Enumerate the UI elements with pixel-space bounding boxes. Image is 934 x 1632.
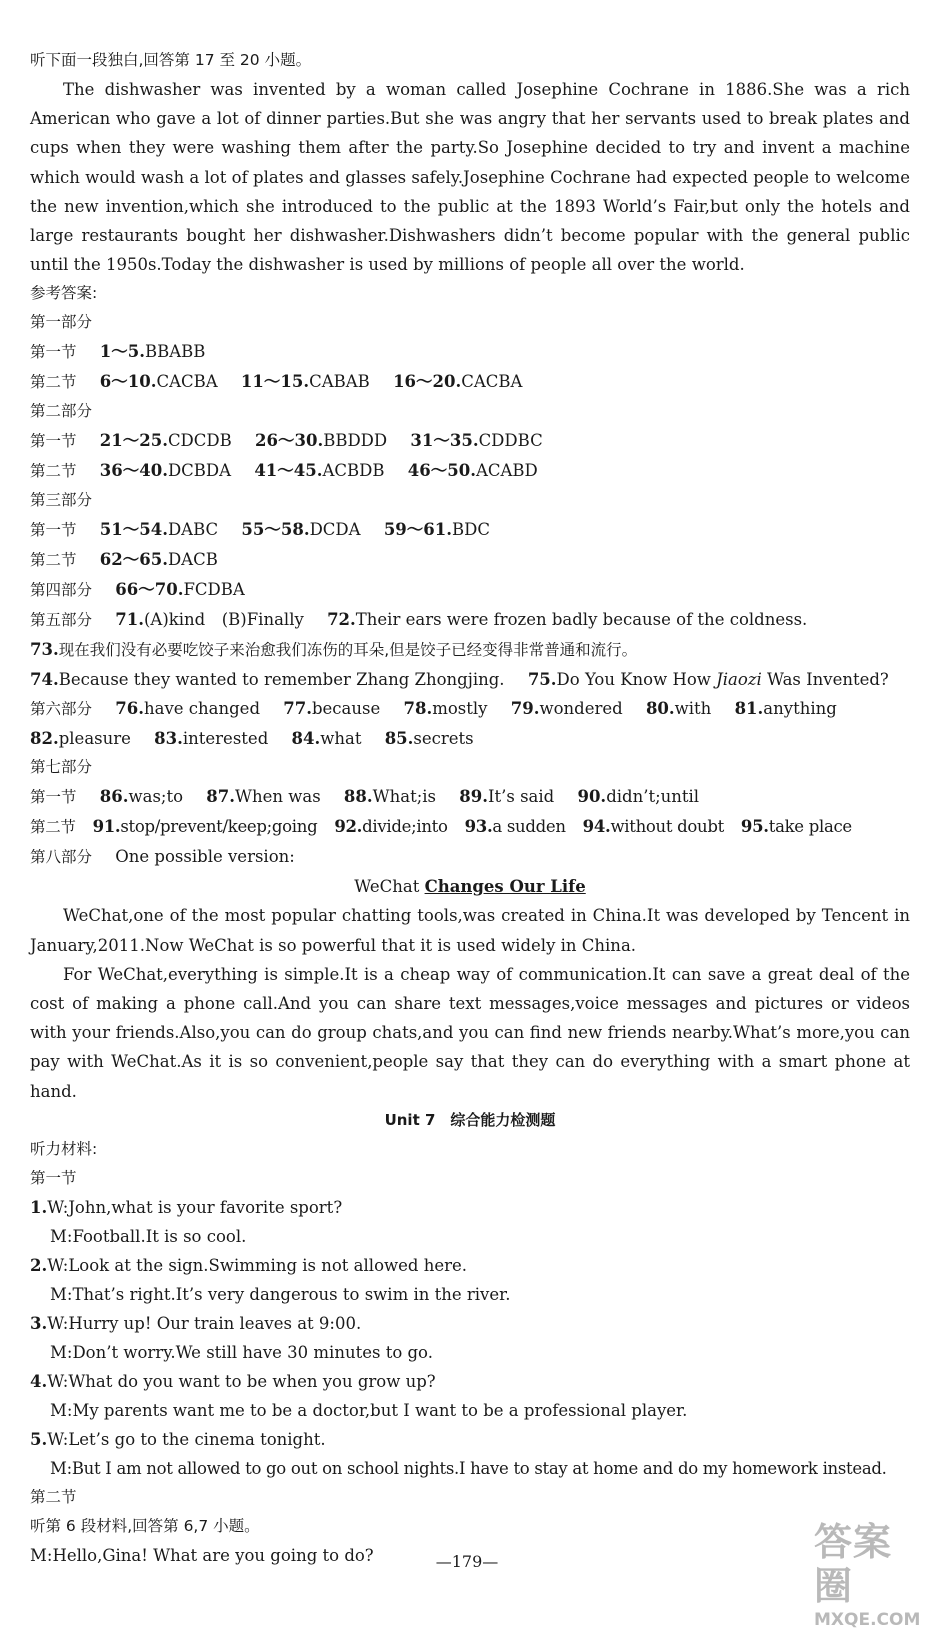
answer-value: CDCDB bbox=[167, 431, 232, 451]
dialogue-number: 3. bbox=[30, 1313, 48, 1333]
section-label: 第一节 bbox=[30, 343, 77, 362]
answer-number: 93. bbox=[464, 817, 493, 837]
dialogue-m-line: M:Don’t worry.We still have 30 minutes to go. bbox=[50, 1342, 433, 1362]
answer-number: 1～5. bbox=[99, 342, 145, 362]
part1-sec2-row bbox=[30, 367, 910, 397]
dialogue-number: 1. bbox=[30, 1197, 48, 1217]
answer-value: DCDA bbox=[309, 520, 361, 540]
part3-sec2-row bbox=[30, 545, 910, 575]
part6-row2 bbox=[30, 724, 910, 753]
answer-number: 88. bbox=[343, 787, 373, 807]
dialogue-text: W:Let’s go to the cinema tonight. bbox=[47, 1429, 326, 1449]
answer-value: mostly bbox=[432, 699, 488, 719]
answer-value: interested bbox=[182, 729, 269, 749]
answer-value: stop/prevent/keep;going bbox=[120, 817, 318, 837]
answer-number: 92. bbox=[334, 817, 363, 837]
part8-note: One possible version: bbox=[115, 847, 295, 867]
page-number: —179— bbox=[435, 1552, 499, 1571]
answer-number: 66～70. bbox=[115, 580, 184, 600]
answer-number: 72. bbox=[327, 610, 356, 630]
essay-paragraph: For WeChat,everything is simple.It is a cheap way of communication.It can save a great deal of the cost of making a phone call.And you can share text messages,voice messages and pictures or videos with your friends.Also,you can do group chats,and you can find new friends nearby.What’s more,you can pay with WeChat.As it is so convenient,people say that they can do everything with a smart phone at hand. bbox=[30, 964, 910, 1101]
dialogue-text: W:Hurry up! Our train leaves at 9:00. bbox=[47, 1313, 362, 1333]
answer-number: 73. bbox=[30, 640, 59, 660]
dialogue-w-line bbox=[30, 1251, 910, 1280]
answer-number: 46～50. bbox=[407, 461, 476, 481]
part3-sec1-row bbox=[30, 515, 910, 545]
answer-number: 83. bbox=[154, 729, 183, 749]
answer-number: 41～45. bbox=[254, 461, 323, 481]
answer-value: didn’t;until bbox=[606, 787, 700, 807]
page-content bbox=[30, 46, 910, 1570]
answer-value: CACBA bbox=[156, 372, 218, 392]
part6-row1 bbox=[30, 694, 910, 724]
answer-value: have changed bbox=[143, 699, 260, 719]
answer-number: 85. bbox=[384, 729, 414, 749]
answer-number: 91. bbox=[92, 817, 121, 837]
watermark-logo bbox=[814, 1520, 924, 1630]
answer-number: 82. bbox=[30, 729, 59, 749]
answer-value: Their ears were frozen badly because of the coldness. bbox=[355, 610, 808, 630]
answer-value: without doubt bbox=[610, 817, 724, 837]
answer-number: 21～25. bbox=[99, 431, 168, 451]
answer-value: ACABD bbox=[475, 461, 538, 481]
listening-intro: 听下面一段独白,回答第 17 至 20 小题。 bbox=[30, 51, 312, 69]
dialogue-m-line: M:But I am not allowed to go out on school nights.I have to stay at home and do my homework instead. bbox=[50, 1458, 887, 1478]
answer-value: was;to bbox=[128, 787, 184, 807]
part1-label: 第一部分 bbox=[30, 313, 93, 332]
answer-value: (A)kind (B)Finally bbox=[143, 610, 304, 630]
part8-row bbox=[30, 842, 910, 872]
answer-value: What;is bbox=[372, 787, 436, 807]
answer-value: When was bbox=[235, 787, 321, 807]
part3-label: 第三部分 bbox=[30, 491, 93, 510]
part2-label: 第二部分 bbox=[30, 402, 93, 421]
dialogue-m-line: M:My parents want me to be a doctor,but I want to be a professional player. bbox=[50, 1400, 688, 1420]
answer-value: wondered bbox=[539, 699, 623, 719]
part2-sec2-row bbox=[30, 456, 910, 486]
answer-value: Because they wanted to remember Zhang Zhongjing. bbox=[58, 670, 505, 690]
part4-label: 第四部分 bbox=[30, 581, 93, 600]
answer-value: what bbox=[320, 729, 362, 749]
listening-material-label: 听力材料: bbox=[30, 1139, 98, 1158]
answer-value: 现在我们没有必要吃饺子来治愈我们冻伤的耳朵,但是饺子已经变得非常普通和流行。 bbox=[58, 641, 638, 660]
answer-number: 6～10. bbox=[99, 372, 157, 392]
monologue-paragraph: The dishwasher was invented by a woman called Josephine Cochrane in 1886.She was a rich American who gave a lot of dinner parties.But she was angry that her servants used to break plates and cups when they were washing them after the party.So Josephine decided to try and invent a machine which would wash a lot of plates and glasses safely.Josephine Cochrane had expected people to welcome the new invention,which she introduced to the public at the 1893 World’s Fair,but only the hotels and large restaurants bought her dishwasher.Dishwashers didn’t become popular with the general public until the 1950s.Today the dishwasher is used by millions of people all over the world. bbox=[30, 80, 910, 275]
dialogue-number: 2. bbox=[30, 1255, 48, 1275]
answer-number: 80. bbox=[645, 699, 675, 719]
answer-value: BDC bbox=[451, 520, 490, 540]
dialogue-number: 5. bbox=[30, 1429, 48, 1449]
unit7-sec2-line: M:Hello,Gina! What are you going to do? bbox=[30, 1545, 374, 1565]
answer-number: 59～61. bbox=[383, 520, 452, 540]
answer-number: 11～15. bbox=[240, 372, 310, 392]
answer-number: 36～40. bbox=[99, 461, 168, 481]
answer-value: BBABB bbox=[144, 342, 206, 362]
answer-number: 81. bbox=[734, 699, 764, 719]
unit-title: Unit 7 综合能力检测题 bbox=[384, 1110, 556, 1129]
answer-number: 94. bbox=[582, 817, 611, 837]
answer-number: 71. bbox=[115, 610, 144, 630]
answer-value: Do You Know How bbox=[556, 670, 717, 690]
answer-value: It’s said bbox=[487, 787, 555, 807]
unit7-sec1-label: 第一节 bbox=[30, 1168, 77, 1187]
answer-number: 55～58. bbox=[241, 520, 310, 540]
answer-number: 26～30. bbox=[255, 431, 324, 451]
dialogue-text: W:John,what is your favorite sport? bbox=[47, 1197, 343, 1217]
part1-sec1-row bbox=[30, 337, 910, 367]
dialogue-w-line bbox=[30, 1193, 910, 1222]
watermark-bottom-text: MXQE.COM bbox=[814, 1610, 921, 1630]
section-label: 第二节 bbox=[30, 551, 77, 570]
answer-number: 76. bbox=[115, 699, 144, 719]
part5-q74-row bbox=[30, 665, 910, 694]
dialogue-text: W:What do you want to be when you grow up? bbox=[47, 1371, 436, 1391]
answer-number: 77. bbox=[283, 699, 312, 719]
answer-value: DCBDA bbox=[167, 461, 232, 481]
section-label: 第二节 bbox=[30, 373, 77, 392]
unit7-sec2-intro: 听第 6 段材料,回答第 6,7 小题。 bbox=[30, 1516, 260, 1535]
answer-value: ACBDB bbox=[322, 461, 385, 481]
answer-number: 90. bbox=[577, 787, 607, 807]
answer-number: 31～35. bbox=[410, 431, 479, 451]
answer-number: 75. bbox=[527, 670, 557, 690]
answer-number: 16～20. bbox=[393, 372, 462, 392]
watermark-top-text: 答案圈 bbox=[814, 1520, 893, 1608]
answer-number: 87. bbox=[206, 787, 236, 807]
essay-title bbox=[30, 872, 910, 901]
part5-row bbox=[30, 605, 910, 635]
answer-value: CACBA bbox=[461, 372, 523, 392]
answer-value: anything bbox=[763, 699, 837, 719]
answers-heading: 参考答案: bbox=[30, 284, 98, 303]
part7-label: 第七部分 bbox=[30, 758, 93, 777]
answer-value: because bbox=[311, 699, 381, 719]
part6-label: 第六部分 bbox=[30, 700, 93, 719]
answer-value: take place bbox=[768, 817, 852, 837]
answer-value: pleasure bbox=[58, 729, 131, 749]
part4-row bbox=[30, 575, 910, 605]
section-label: 第一节 bbox=[30, 432, 77, 451]
part7-sec2-row bbox=[30, 812, 910, 842]
part7-sec1-row bbox=[30, 782, 910, 812]
answer-value: a sudden bbox=[492, 817, 566, 837]
dialogue-m-line: M:That’s right.It’s very dangerous to swim in the river. bbox=[50, 1284, 511, 1304]
section-label: 第二节 bbox=[30, 462, 77, 481]
answer-value: DACB bbox=[167, 550, 218, 570]
answer-number: 78. bbox=[403, 699, 433, 719]
section-label: 第一节 bbox=[30, 788, 77, 807]
answer-value: FCDBA bbox=[183, 580, 245, 600]
part5-label: 第五部分 bbox=[30, 611, 93, 630]
section-label: 第二节 bbox=[30, 818, 76, 837]
answer-value: secrets bbox=[413, 729, 474, 749]
answer-number: 89. bbox=[459, 787, 488, 807]
answer-value: with bbox=[674, 699, 712, 719]
section-label: 第一节 bbox=[30, 521, 77, 540]
part8-label: 第八部分 bbox=[30, 848, 93, 867]
answer-number: 84. bbox=[291, 729, 321, 749]
part2-sec1-row bbox=[30, 426, 910, 456]
unit7-sec2-label: 第二节 bbox=[30, 1487, 77, 1506]
answer-number: 62～65. bbox=[99, 550, 168, 570]
answer-value: DABC bbox=[167, 520, 219, 540]
dialogue-text: W:Look at the sign.Swimming is not allowed here. bbox=[47, 1255, 467, 1275]
dialogue-w-line bbox=[30, 1425, 910, 1454]
answer-number: 74. bbox=[30, 670, 59, 690]
dialogue-number: 4. bbox=[30, 1371, 48, 1391]
answer-value: CABAB bbox=[309, 372, 370, 392]
dialogue-m-line: M:Football.It is so cool. bbox=[50, 1226, 247, 1246]
essay-title-bold: Changes Our Life bbox=[424, 877, 586, 897]
answer-value: divide;into bbox=[362, 817, 448, 837]
answer-value: Was Invented? bbox=[761, 670, 889, 690]
answer-value-italic: Jiaozi bbox=[716, 670, 762, 690]
answer-value: BBDDD bbox=[323, 431, 388, 451]
answer-value: CDDBC bbox=[478, 431, 543, 451]
part5-q73-row bbox=[30, 635, 910, 665]
essay-paragraph: WeChat,one of the most popular chatting tools,was created in China.It was developed by Tencent in January,2011.Now WeChat is so powerful that it is used widely in China. bbox=[30, 906, 910, 955]
dialogue-w-line bbox=[30, 1309, 910, 1338]
answer-number: 79. bbox=[510, 699, 540, 719]
answer-number: 86. bbox=[99, 787, 129, 807]
dialogue-w-line bbox=[30, 1367, 910, 1396]
answer-number: 51～54. bbox=[99, 520, 168, 540]
answer-number: 95. bbox=[740, 817, 769, 837]
essay-title-plain: WeChat bbox=[354, 877, 425, 897]
